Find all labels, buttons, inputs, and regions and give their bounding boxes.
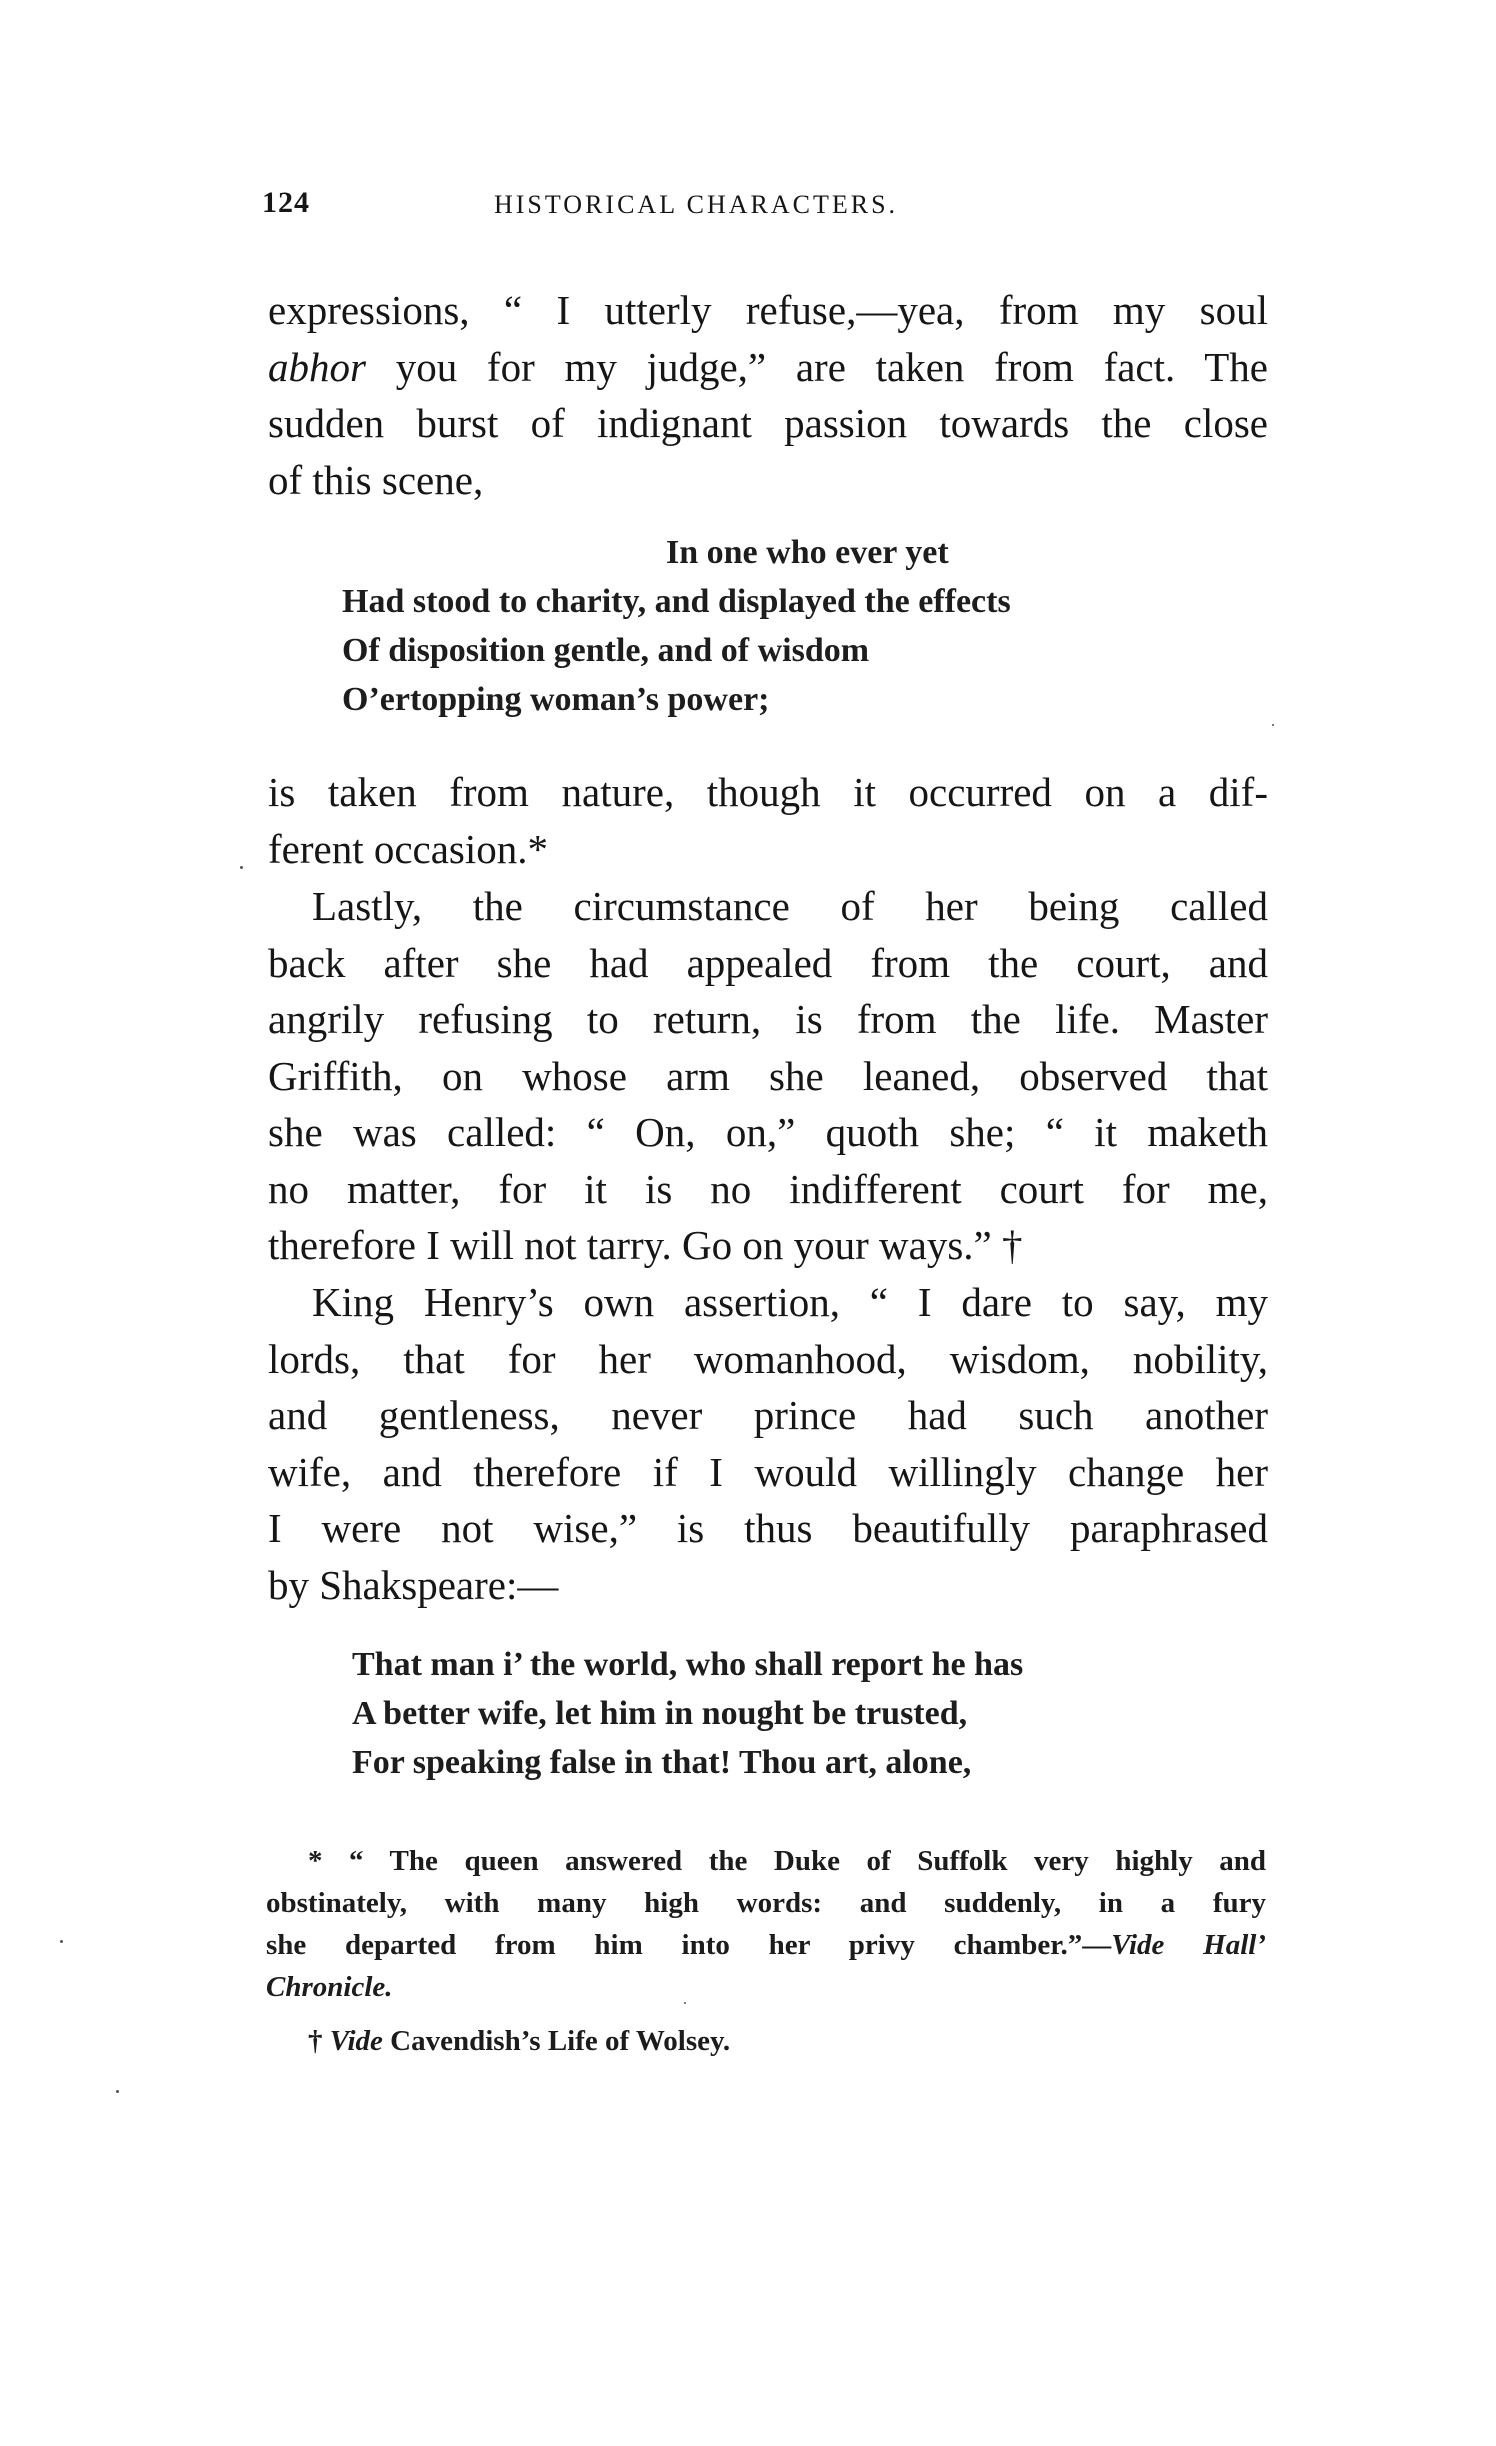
text-line: therefore I will not tarry. Go on your ways.” † (268, 1222, 1023, 1268)
text-line: by Shakspeare:— (268, 1561, 559, 1608)
verse-line: In one who ever yet (666, 534, 949, 571)
footnote-text: Cavendish’s Life of Wolsey. (390, 2025, 731, 2057)
text-line: ferent occasion.* (268, 825, 549, 872)
footnote-line: obstinately, with many high words: and suddenly, in a fury (266, 1887, 1266, 1919)
paragraph-1 (268, 282, 1268, 508)
footnotes (266, 1840, 1266, 2062)
verse-quotation-2 (352, 1640, 1023, 1787)
text-line (268, 339, 1268, 396)
text-line: wife, and therefore if I would willingly change her (268, 1448, 1268, 1495)
text-line: sudden burst of indignant passion towards the close (268, 400, 1268, 446)
text-fragment: you for my judge,” are taken from fact. The (395, 343, 1268, 390)
scan-speck (1272, 724, 1274, 726)
footnote-1 (266, 1840, 1266, 2008)
page-number: 124 (262, 186, 310, 219)
text-line: and gentleness, never prince had such another (268, 1392, 1268, 1438)
text-line: back after she had appealed from the court, and (268, 939, 1268, 986)
verse-line: O’ertopping woman’s power; (342, 681, 770, 718)
text-line: King Henry’s own assertion, “ I dare to say, my (312, 1279, 1268, 1325)
footnote-line (266, 1924, 1266, 1966)
verse-line: Had stood to charity, and displayed the effects (342, 583, 1011, 620)
text-line: I were not wise,” is thus beautifully paraphrased (268, 1505, 1268, 1551)
text-line: expressions, “ I utterly refuse,—yea, from my soul (268, 287, 1268, 333)
vide-word: Vide (1111, 1929, 1165, 1961)
vide-word: Vide (329, 2025, 383, 2057)
scan-speck (240, 866, 243, 869)
italic-word: abhor (268, 343, 366, 390)
text-line: of this scene, (268, 456, 484, 503)
verse-line: Of disposition gentle, and of wisdom (342, 632, 870, 669)
text-line: lords, that for her womanhood, wisdom, nobility, (268, 1335, 1268, 1382)
scan-speck (684, 2002, 686, 2004)
dagger-marker: † (308, 2025, 323, 2057)
scan-speck (116, 2090, 119, 2093)
page-header (262, 186, 1262, 226)
text-line: no matter, for it is no indifferent court for me, (268, 1165, 1268, 1212)
footnote-line: * “ The queen answered the Duke of Suffolk very highly and (308, 1845, 1266, 1877)
text-line: Lastly, the circumstance of her being called (312, 883, 1268, 929)
text-line: Griffith, on whose arm she leaned, observed that (268, 1052, 1268, 1099)
paragraph-3 (268, 878, 1268, 1274)
scan-speck (60, 1940, 63, 1943)
verse-line: For speaking false in that! Thou art, alone, (352, 1744, 972, 1781)
verse-quotation-1 (342, 528, 1011, 724)
verse-line: A better wife, let him in nought be trusted, (352, 1695, 968, 1732)
footnote-fragment: she departed from him into her privy chamber.”— (266, 1929, 1112, 1961)
footnote-line: Chronicle. (266, 1971, 393, 2003)
running-title: HISTORICAL CHARACTERS. (494, 190, 899, 219)
text-line: angrily refusing to return, is from the life. Master (268, 996, 1268, 1042)
text-line: she was called: “ On, on,” quoth she; “ it maketh (268, 1109, 1268, 1155)
source-name: Hall’ (1203, 1929, 1267, 1961)
paragraph-4 (268, 1274, 1268, 1613)
paragraph-2 (268, 764, 1268, 877)
footnote-2 (266, 2020, 1266, 2062)
text-line: is taken from nature, though it occurred on a dif- (268, 769, 1268, 815)
verse-line: That man i’ the world, who shall report he has (352, 1646, 1024, 1683)
